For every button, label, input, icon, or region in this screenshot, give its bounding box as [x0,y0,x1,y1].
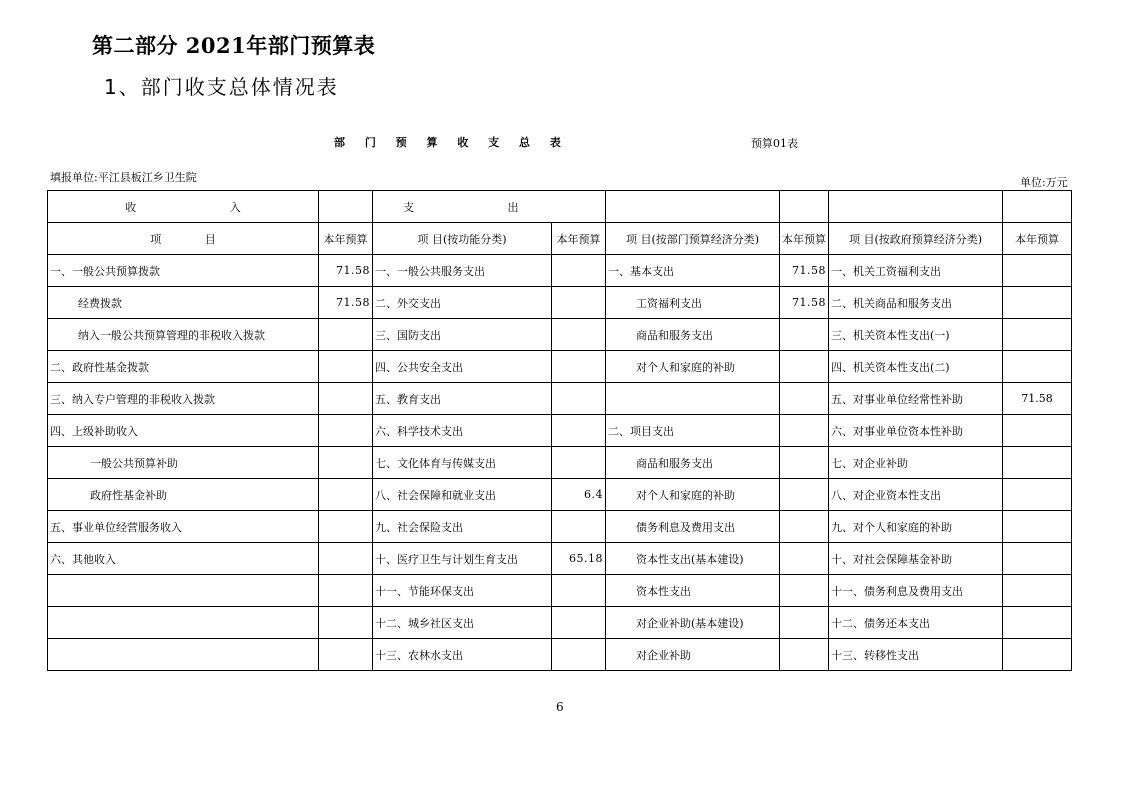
gov-econ-item: 一、机关工资福利支出 [829,255,1003,287]
gov-econ-value [1003,351,1072,383]
table-header-row-2 [48,223,1072,255]
gov-econ-item: 六、对事业单位资本性补助 [829,415,1003,447]
income-item [48,575,319,607]
dept-econ-item: 一、基本支出 [606,255,780,287]
function-value: 6.4 [552,479,606,511]
function-item: 十二、城乡社区支出 [373,607,552,639]
income-value [319,479,373,511]
dept-econ-value [780,639,829,671]
function-value [552,255,606,287]
gov-econ-item: 十一、债务利息及费用支出 [829,575,1003,607]
item-function-header: 项 目(按功能分类) [373,223,552,255]
gov-econ-value [1003,447,1072,479]
dept-econ-value [780,511,829,543]
income-item: 二、政府性基金拨款 [48,351,319,383]
gov-econ-item: 四、机关资本性支出(二) [829,351,1003,383]
function-item: 六、科学技术支出 [373,415,552,447]
header-blank [829,191,1003,223]
function-item: 五、教育支出 [373,383,552,415]
dept-econ-value [780,543,829,575]
dept-econ-item: 商品和服务支出 [606,447,780,479]
function-item: 一、一般公共服务支出 [373,255,552,287]
reporting-unit: 填报单位:平江县板江乡卫生院 [50,171,197,184]
function-item: 九、社会保险支出 [373,511,552,543]
income-item: 四、上级补助收入 [48,415,319,447]
budget-header: 本年预算 [780,223,829,255]
income-item: 一、一般公共预算拨款 [48,255,319,287]
gov-econ-item: 八、对企业资本性支出 [829,479,1003,511]
budget-header: 本年预算 [319,223,373,255]
income-value [319,511,373,543]
budget-table [47,190,1072,671]
gov-econ-item: 二、机关商品和服务支出 [829,287,1003,319]
table-header-row-1 [48,191,1072,223]
income-value [319,351,373,383]
dept-econ-value: 71.58 [780,287,829,319]
function-item: 十三、农林水支出 [373,639,552,671]
gov-econ-value [1003,639,1072,671]
gov-econ-value [1003,511,1072,543]
dept-econ-value [780,383,829,415]
dept-econ-value: 71.58 [780,255,829,287]
income-value [319,383,373,415]
dept-econ-item: 商品和服务支出 [606,319,780,351]
table-row [48,543,1072,575]
header-blank [780,191,829,223]
dept-econ-item: 对个人和家庭的补助 [606,351,780,383]
dept-econ-item: 二、项目支出 [606,415,780,447]
item-header: 项 目 [48,223,319,255]
table-number: 预算01表 [751,137,798,150]
dept-econ-item: 债务利息及费用支出 [606,511,780,543]
function-item: 七、文化体育与传媒支出 [373,447,552,479]
dept-econ-item: 对企业补助(基本建设) [606,607,780,639]
header-blank [1003,191,1072,223]
function-value: 65.18 [552,543,606,575]
function-value [552,511,606,543]
income-item: 纳入一般公共预算管理的非税收入拨款 [48,319,319,351]
dept-econ-item: 工资福利支出 [606,287,780,319]
income-item: 五、事业单位经营服务收入 [48,511,319,543]
income-item: 经费拨款 [48,287,319,319]
income-value [319,543,373,575]
function-value [552,319,606,351]
section-heading: 第二部分 2021年部门预算表 [92,33,376,58]
income-value [319,639,373,671]
item-gov-econ-header: 项 目(按政府预算经济分类) [829,223,1003,255]
income-item: 政府性基金补助 [48,479,319,511]
gov-econ-item: 七、对企业补助 [829,447,1003,479]
income-header: 收 入 [48,191,319,223]
income-value [319,319,373,351]
gov-econ-item: 五、对事业单位经常性补助 [829,383,1003,415]
dept-econ-item: 资本性支出(基本建设) [606,543,780,575]
expenditure-header: 支 出 [373,191,606,223]
income-item: 三、纳入专户管理的非税收入拨款 [48,383,319,415]
gov-econ-value: 71.58 [1003,383,1072,415]
table-row [48,287,1072,319]
table-row [48,383,1072,415]
table-row [48,415,1072,447]
dept-econ-item [606,383,780,415]
function-value [552,415,606,447]
gov-econ-value [1003,575,1072,607]
gov-econ-item: 九、对个人和家庭的补助 [829,511,1003,543]
dept-econ-item: 对企业补助 [606,639,780,671]
gov-econ-value [1003,543,1072,575]
gov-econ-value [1003,607,1072,639]
function-item: 十、医疗卫生与计划生育支出 [373,543,552,575]
dept-econ-value [780,351,829,383]
dept-econ-item: 对个人和家庭的补助 [606,479,780,511]
income-value [319,447,373,479]
function-item: 八、社会保障和就业支出 [373,479,552,511]
item-dept-econ-header: 项 目(按部门预算经济分类) [606,223,780,255]
function-value [552,575,606,607]
table-row [48,575,1072,607]
income-value [319,575,373,607]
page-number: 6 [556,700,564,714]
income-value: 71.58 [319,255,373,287]
gov-econ-item: 十、对社会保障基金补助 [829,543,1003,575]
function-item: 十一、节能环保支出 [373,575,552,607]
function-value [552,639,606,671]
table-row [48,639,1072,671]
function-item: 三、国防支出 [373,319,552,351]
dept-econ-value [780,415,829,447]
dept-econ-value [780,319,829,351]
table-title: 部 门 预 算 收 支 总 表 [334,136,569,149]
gov-econ-item: 三、机关资本性支出(一) [829,319,1003,351]
function-value [552,287,606,319]
table-row [48,479,1072,511]
table-row [48,607,1072,639]
income-value [319,607,373,639]
function-value [552,607,606,639]
income-item [48,607,319,639]
currency-unit: 单位:万元 [1020,176,1068,189]
function-value [552,351,606,383]
budget-header: 本年预算 [552,223,606,255]
table-heading: 1、部门收支总体情况表 [104,75,339,99]
dept-econ-value [780,479,829,511]
income-item: 一般公共预算补助 [48,447,319,479]
dept-econ-value [780,575,829,607]
function-value [552,383,606,415]
dept-econ-value [780,447,829,479]
function-item: 二、外交支出 [373,287,552,319]
budget-header: 本年预算 [1003,223,1072,255]
gov-econ-value [1003,415,1072,447]
gov-econ-item: 十三、转移性支出 [829,639,1003,671]
function-value [552,447,606,479]
gov-econ-value [1003,287,1072,319]
dept-econ-value [780,607,829,639]
table-row [48,351,1072,383]
dept-econ-item: 资本性支出 [606,575,780,607]
table-row [48,255,1072,287]
gov-econ-value [1003,479,1072,511]
gov-econ-value [1003,319,1072,351]
table-row [48,319,1072,351]
income-value: 71.58 [319,287,373,319]
income-item: 六、其他收入 [48,543,319,575]
income-value [319,415,373,447]
function-item: 四、公共安全支出 [373,351,552,383]
income-item [48,639,319,671]
header-blank [606,191,780,223]
table-row [48,447,1072,479]
header-blank [319,191,373,223]
gov-econ-item: 十二、债务还本支出 [829,607,1003,639]
table-row [48,511,1072,543]
gov-econ-value [1003,255,1072,287]
